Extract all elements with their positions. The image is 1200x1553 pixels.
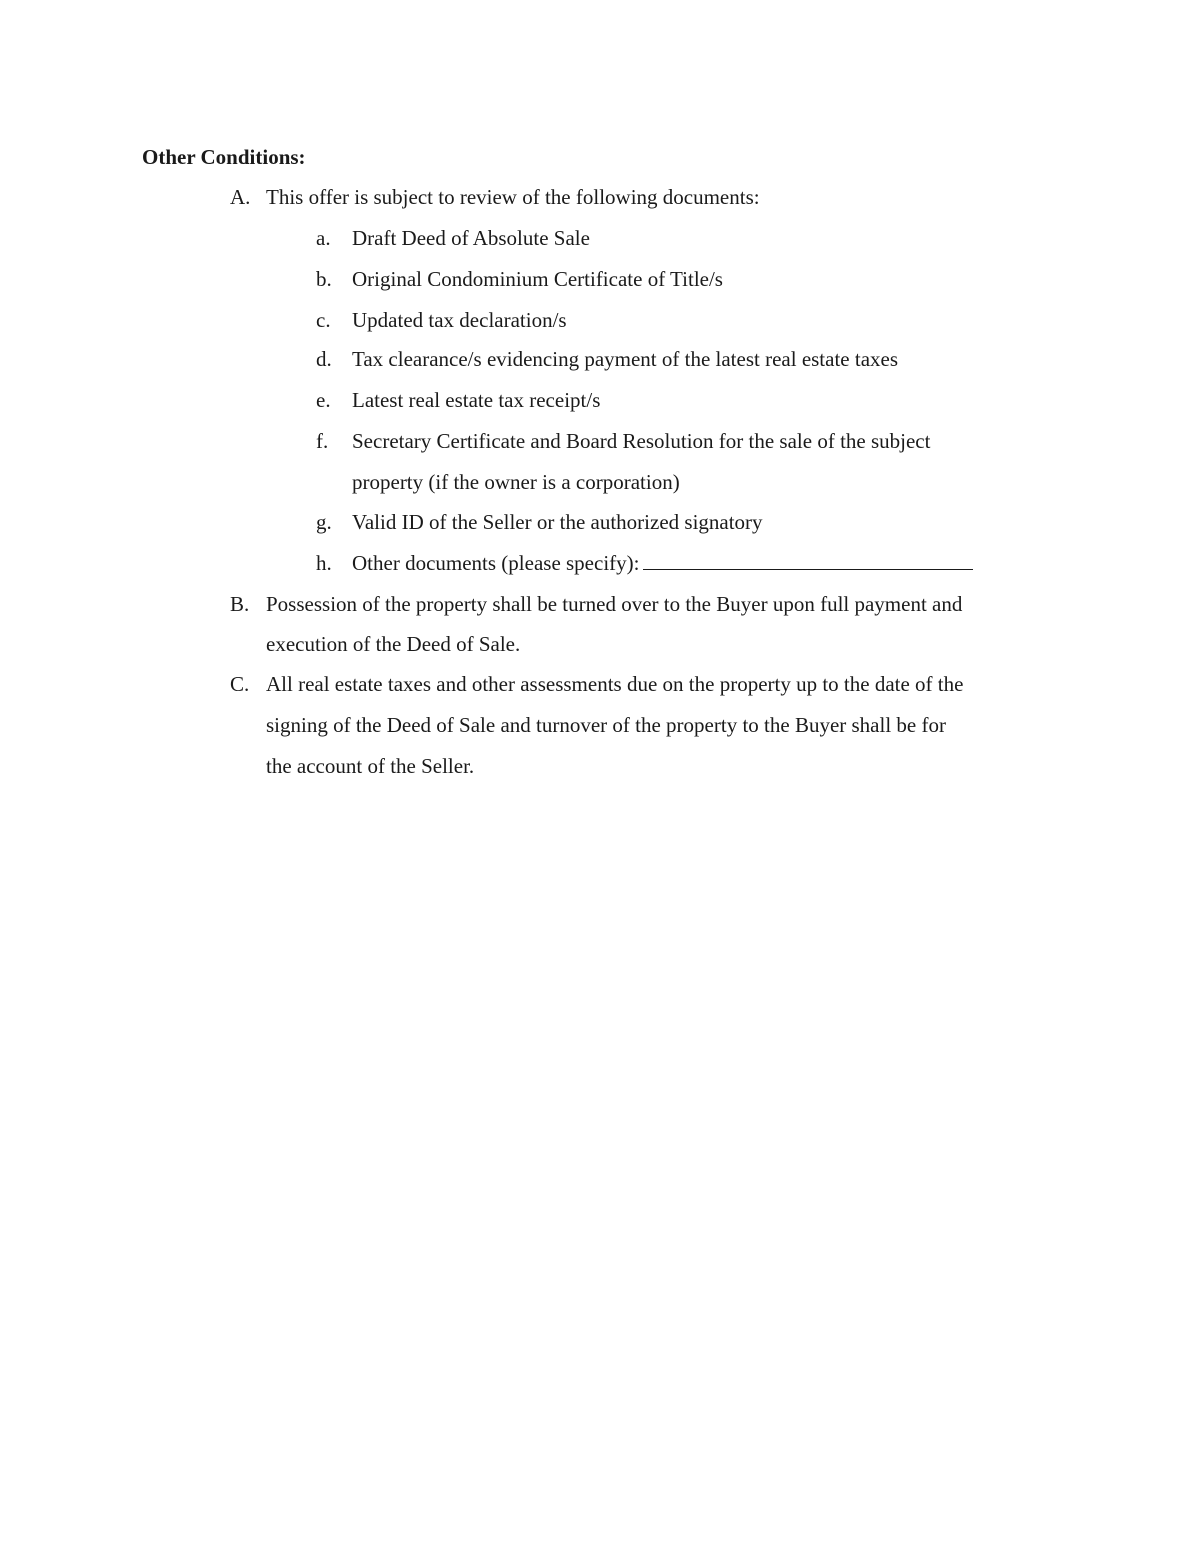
item-c-text-line1: All real estate taxes and other assessments due on the property up to the date of the: [266, 672, 964, 696]
subitem-h-line: [352, 549, 973, 577]
item-c-text-line2: signing of the Deed of Sale and turnover of the property to the Buyer shall be for: [266, 713, 946, 737]
subitem-g-marker: g.: [316, 510, 332, 534]
item-a-text: This offer is subject to review of the following documents:: [266, 185, 760, 209]
item-c-marker: C.: [230, 672, 250, 696]
subitem-e-text: Latest real estate tax receipt/s: [352, 388, 601, 412]
item-a-marker: A.: [230, 185, 251, 209]
subitem-b-marker: b.: [316, 267, 332, 291]
subitem-c-text: Updated tax declaration/s: [352, 308, 567, 332]
item-b-text-line1: Possession of the property shall be turned over to the Buyer upon full payment and: [266, 592, 963, 616]
item-c-text-line3: the account of the Seller.: [266, 754, 475, 778]
item-b-text-line2: execution of the Deed of Sale.: [266, 632, 521, 656]
specify-blank-line[interactable]: [643, 549, 973, 570]
subitem-c-marker: c.: [316, 308, 331, 332]
subitem-f-marker: f.: [316, 429, 329, 453]
subitem-f-text-line2: property (if the owner is a corporation): [352, 470, 680, 494]
subitem-a-text: Draft Deed of Absolute Sale: [352, 226, 590, 250]
subitem-g-text: Valid ID of the Seller or the authorized signatory: [352, 510, 763, 534]
subitem-f-text-line1: Secretary Certificate and Board Resolution for the sale of the subject: [352, 429, 931, 453]
subitem-h-marker: h.: [316, 551, 332, 575]
subitem-a-marker: a.: [316, 226, 331, 250]
item-b-marker: B.: [230, 592, 250, 616]
subitem-d-marker: d.: [316, 347, 332, 371]
subitem-e-marker: e.: [316, 388, 331, 412]
subitem-h-text: Other documents (please specify):: [352, 551, 640, 575]
subitem-b-text: Original Condominium Certificate of Title/s: [352, 267, 723, 291]
subitem-d-text: Tax clearance/s evidencing payment of the latest real estate taxes: [352, 347, 899, 371]
section-heading: Other Conditions:: [142, 145, 306, 169]
